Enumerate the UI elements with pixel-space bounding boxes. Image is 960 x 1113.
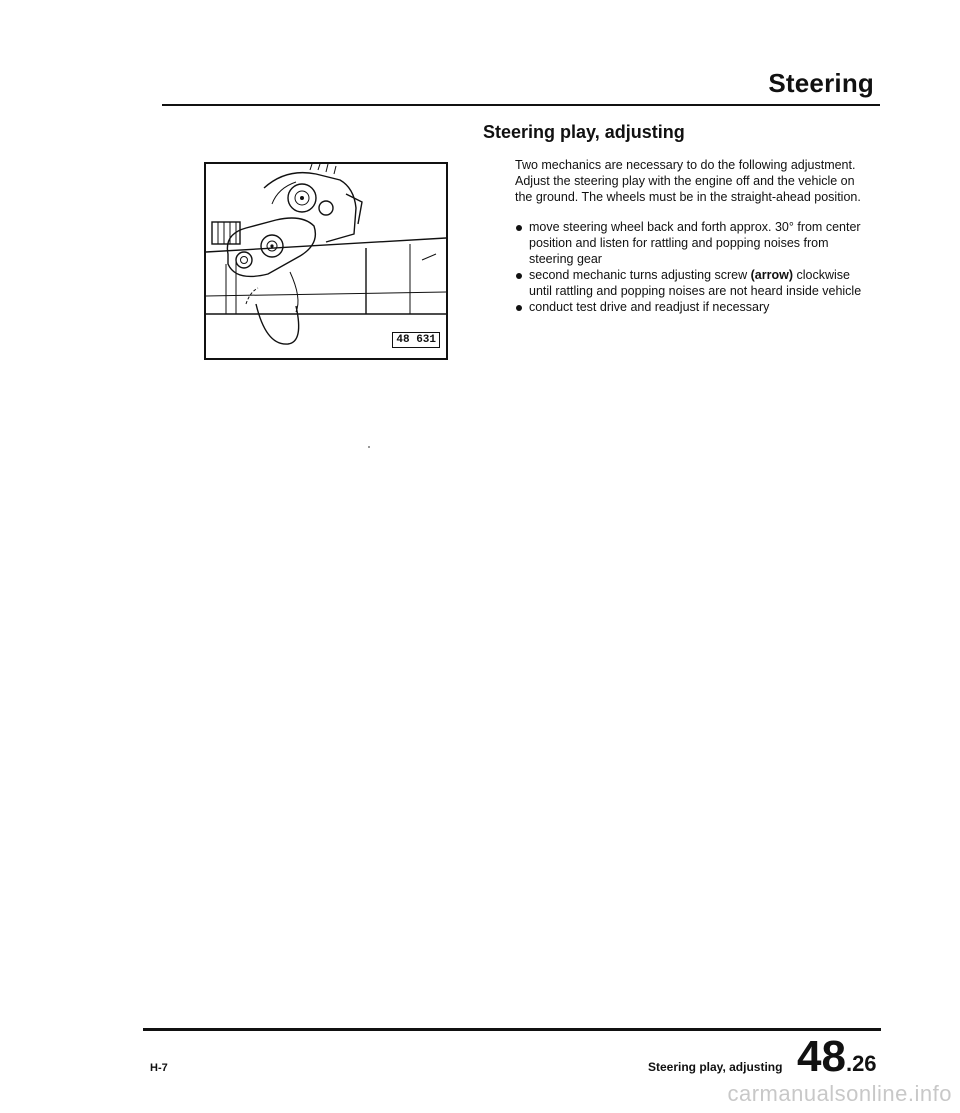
section-title: Steering play, adjusting	[483, 122, 685, 142]
procedure-steps	[515, 219, 875, 315]
procedure-step-1: move steering wheel back and forth approx. 30° from center position and listen for rattling and popping noises from steering gear	[515, 219, 875, 267]
scan-artifact-dot	[368, 446, 370, 448]
page-number-major: 48	[797, 1032, 846, 1081]
footer-section-label: Steering play, adjusting	[648, 1060, 783, 1074]
header-rule	[162, 104, 880, 106]
watermark: carmanualsonline.info	[727, 1081, 952, 1106]
procedure-step-3: conduct test drive and readjust if necessary	[515, 299, 875, 315]
figure-reference-label: 48 631	[392, 332, 440, 348]
page-number-minor: .26	[845, 1051, 877, 1076]
page-header-title: Steering	[768, 68, 874, 98]
intro-paragraph: Two mechanics are necessary to do the following adjustment. Adjust the steering play with the engine off and the vehicle on the ground. The wheels must be in the straight-ahead position.	[515, 158, 861, 204]
steering-gear-illustration	[204, 162, 448, 360]
footer-rule	[143, 1028, 881, 1031]
arrow-reference: (arrow)	[750, 268, 794, 282]
procedure-text	[515, 157, 875, 315]
procedure-step-2	[515, 267, 875, 299]
step-2-text-end: clockwise until rattling and popping noises are not heard inside vehicle	[529, 268, 862, 298]
footer-code: H-7	[150, 1062, 168, 1074]
steering-gear-drawing	[206, 164, 446, 358]
page-number	[797, 1032, 877, 1081]
step-2-text-start: second mechanic turns adjusting screw	[529, 268, 751, 282]
